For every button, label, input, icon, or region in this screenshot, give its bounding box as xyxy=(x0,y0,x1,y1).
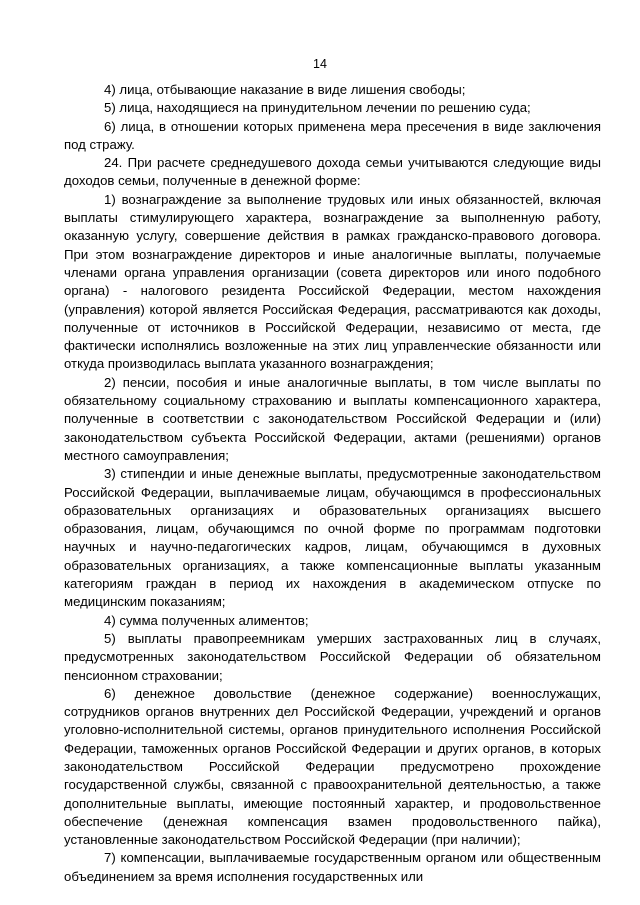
list-item-6-custody: 6) лица, в отношении которых применена мера пресечения в виде заключения под стражу. xyxy=(64,118,601,152)
list-item-4-prisoners: 4) лица, отбывающие наказание в виде лишения свободы; xyxy=(104,82,466,97)
clause-24-heading: 24. При расчете среднедушевого дохода семьи учитываются следующие виды доходов семьи, полученные в денежной форме: xyxy=(64,155,601,189)
income-item-1-remuneration: 1) вознаграждение за выполнение трудовых или иных обязанностей, включая выплаты стимулирующего характера, вознаграждение за выполненную работу, оказанную услугу, совершение действия в рамках гражданско-правового договора. При этом вознаграждение директоров и иные аналогичные выплаты, получаемые членами органа управления организации (совета директоров или иного подобного органа) - налогового резидента Российской Федерации, местом нахождения (управления) которой является Российская Федерация, рассматриваются как доходы, полученные от источников в Российской Федерации, независимо от места, где фактически исполнялись возложенные на этих лиц управленческие обязанности или откуда производилась выплата указанного вознаграждения; xyxy=(64,191,601,372)
list-item-5-compulsory-treatment: 5) лица, находящиеся на принудительном лечении по решению суда; xyxy=(104,100,531,116)
income-item-3-scholarships: 3) стипендии и иные денежные выплаты, предусмотренные законодательством Российской Федерации, выплачиваемые лицам, обучающимся в профессиональных образовательных организациях и образовательных организациях высшего образования, лицам, обучающимся по очной форме по программам подготовки научных и научно-педагогических кадров, лицам, обучающимся в духовных образовательных организациях, а также компенсационные выплаты указанным категориям граждан в период их нахождения в академическом отпуске по медицинским показаниям; xyxy=(64,466,601,610)
income-item-7-compensation: 7) компенсации, выплачиваемые государственным органом или общественным объединением за время исполнения государственных или xyxy=(64,850,601,884)
page-number: 14 xyxy=(313,57,327,71)
income-item-6-allowance: 6) денежное довольствие (денежное содержание) военнослужащих, сотрудников органов внутренних дел Российской Федерации, учреждений и органов уголовно-исполнительной системы, органов принудительного исполнения Российской Федерации, таможенных органов Российской Федерации и других органов, в которых законодательством Российской Федерации предусмотрено прохождение государственной службы, связанной с правоохранительной деятельностью, а также дополнительные выплаты, имеющие постоянный характер, и продовольственное обеспечение (денежная компенсация взамен продовольственного пайка), установленные законодательством Российской Федерации (при наличии); xyxy=(64,685,601,848)
document-body xyxy=(64,81,601,886)
income-item-2-pensions: 2) пенсии, пособия и иные аналогичные выплаты, в том числе выплаты по обязательному социальному страхованию и выплаты компенсационного характера, полученные в соответствии с законодательством Российской Федерации и (или) законодательством субъекта Российской Федерации, актами (решениями) органов местного самоуправления; xyxy=(64,374,601,463)
income-item-5-successors: 5) выплаты правопреемникам умерших застрахованных лиц в случаях, предусмотренных законодательством Российской Федерации об обязательном пенсионном страховании; xyxy=(64,630,601,683)
income-item-4-alimony: 4) сумма полученных алиментов; xyxy=(104,612,309,628)
